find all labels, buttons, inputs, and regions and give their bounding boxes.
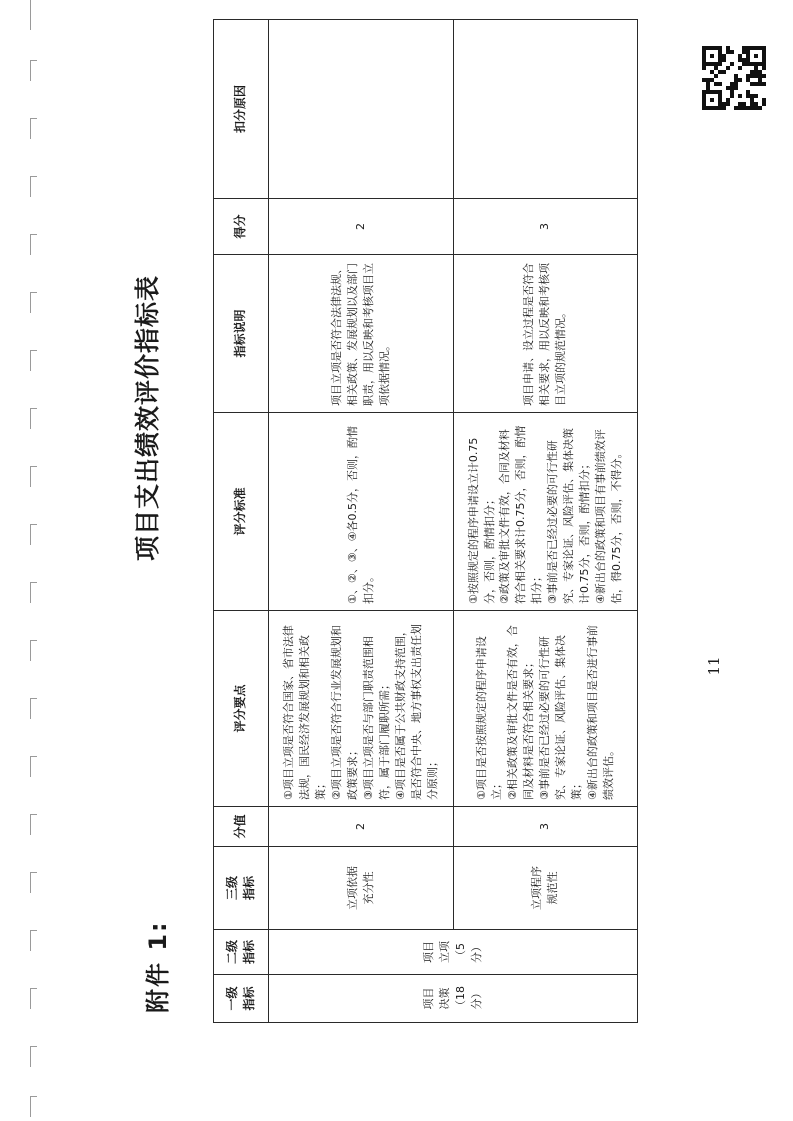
level3-cell: 立项程序 规范性 [453,847,638,930]
table-row [453,20,638,1023]
header-score: 分值 [214,807,269,847]
level1-cell: 项目 决策 （18 分） [269,975,638,1023]
level3-cell: 立项依据 充分性 [269,847,454,930]
page-title: 项目支出绩效评价指标表 [133,274,162,561]
header-description: 指标说明 [214,255,269,413]
score-cell: 2 [269,807,454,847]
criteria-cell: ①、②、③、④各0.5分，否则，酌情扣分。 [269,413,454,611]
level2-cell: 项目 立项 （5分） [269,930,638,975]
criteria-cell: ①按照规定的程序申请设立计0.75分，否则，酌情扣分； ②政策及审批文件有效，合同及材料符合相关要求计0.75分，否则，酌情扣分； ③事前是否已经过必要的可行性研究、专家论证、风险评估、集体决策计0.75分，否则，酌情扣分； ④新出台的政策和项目有事前绩效评估，得0.75分，否则，不得分。 [453,413,638,611]
evaluation-table [213,19,638,1023]
score-cell: 3 [453,807,638,847]
description-cell: 项目申请、设立过程是否符合相关要求，用以反映和考核项目立项的规范情况。 [453,255,638,413]
header-deduction-reason: 扣分原因 [214,20,269,199]
key-points-cell: ①项目是否按照规定的程序申请设立； ②相关政策及审批文件是否有效，合同及材料是否符合相关要求； ③事前是否已经过必要的可行性研究、专家论证、风险评估、集体决策； ④新出台的政策和项目是否进行事前绩效评估。 [453,611,638,807]
header-criteria: 评分标准 [214,413,269,611]
deduction-reason-cell [269,20,454,199]
header-level3: 三级 指标 [214,847,269,930]
description-cell: 项目立项是否符合法律法规、相关政策、发展规划以及部门职责，用以反映和考核项目立项依据情况。 [269,255,454,413]
page-number: 11 [705,656,723,676]
header-obtained: 得分 [214,199,269,255]
obtained-cell: 2 [269,199,454,255]
attachment-label: 附件 1: [144,920,172,1013]
obtained-cell: 3 [453,199,638,255]
header-level2: 二级 指标 [214,930,269,975]
deduction-reason-cell [453,20,638,199]
header-level1: 一级 指标 [214,975,269,1023]
table-header-row [214,20,269,1023]
table-row [269,20,454,1023]
key-points-cell: ①项目立项是否符合国家、省市法律法规，国民经济发展规划和相关政策； ②项目立项是否符合行业发展规划和政策要求； ③项目立项是否与部门职责范围相符，属于部门履职所需； ④项目是否属于公共财政支持范围，是否符合中央、地方事权支出责任划分原则； [269,611,454,807]
header-key-points: 评分要点 [214,611,269,807]
